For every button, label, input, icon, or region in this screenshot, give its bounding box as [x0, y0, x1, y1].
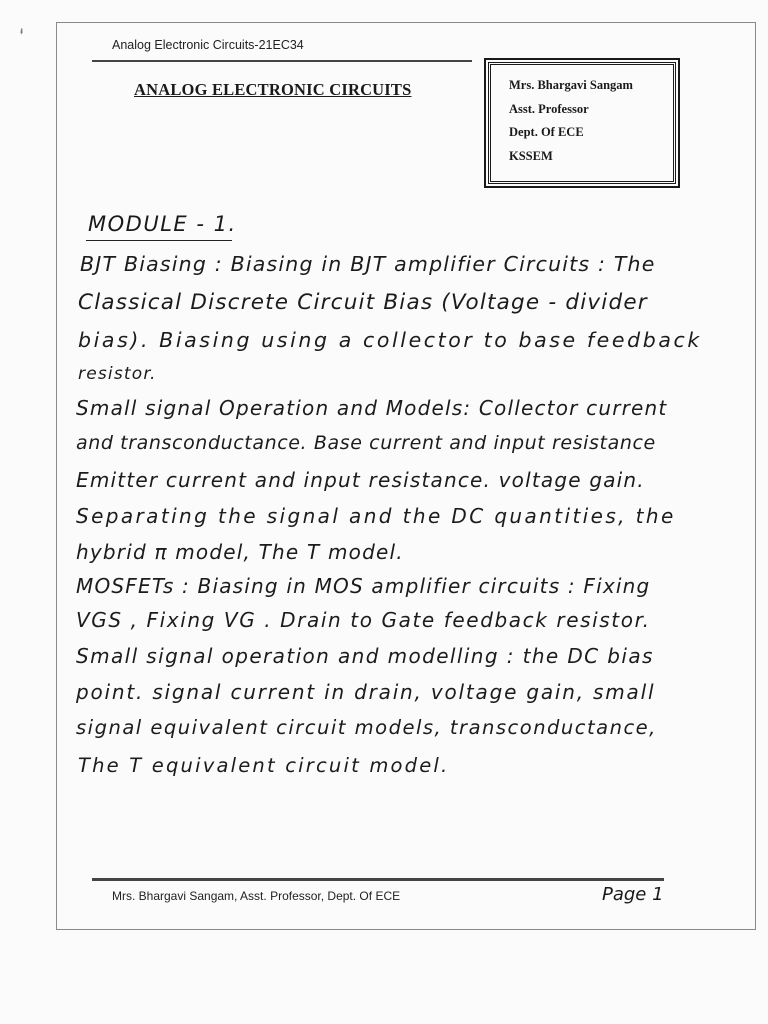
handwritten-line: and transconductance. Base current and input resistance: [76, 432, 656, 454]
scan-mark: ⸙: [16, 24, 27, 37]
document-title: ANALOG ELECTRONIC CIRCUITS: [134, 80, 412, 99]
module-heading-underline: [86, 240, 232, 241]
author-department: Dept. Of ECE: [509, 125, 584, 139]
author-institution: KSSEM: [509, 148, 553, 163]
author-position: Asst. Professor: [509, 101, 589, 116]
header-rule: [92, 60, 472, 62]
handwritten-line: VGS , Fixing VG . Drain to Gate feedback resistor.: [76, 608, 651, 632]
handwritten-line: Emitter current and input resistance. voltage gain.: [76, 468, 645, 492]
handwritten-line: Small signal operation and modelling : the DC bias: [76, 644, 654, 668]
footer-credit: Mrs. Bhargavi Sangam, Asst. Professor, Dept. Of ECE: [112, 889, 401, 903]
handwritten-line: point. signal current in drain, voltage gain, small: [76, 680, 656, 704]
handwritten-line: bias). Biasing using a collector to base feedback: [78, 328, 702, 352]
course-header: Analog Electronic Circuits-21EC34: [112, 38, 304, 52]
handwritten-line: BJT Biasing : Biasing in BJT amplifier Circuits : The: [80, 252, 656, 276]
footer-rule: [92, 878, 664, 881]
handwritten-line: hybrid π model, The T model.: [76, 540, 404, 564]
handwritten-line: resistor.: [78, 364, 157, 384]
author-info-box: [488, 62, 676, 184]
handwritten-line: Small signal Operation and Models: Collector current: [76, 396, 668, 420]
page-number: Page 1: [602, 884, 664, 905]
handwritten-line: MOSFETs : Biasing in MOS amplifier circuits : Fixing: [76, 574, 651, 598]
author-name: Mrs. Bhargavi Sangam: [509, 78, 633, 92]
handwritten-line: The T equivalent circuit model.: [78, 754, 450, 777]
handwritten-line: signal equivalent circuit models, transconductance,: [76, 716, 657, 739]
module-heading: MODULE - 1.: [88, 212, 237, 236]
handwritten-line: Separating the signal and the DC quantities, the: [76, 504, 676, 528]
handwritten-line: Classical Discrete Circuit Bias (Voltage - divider: [78, 290, 648, 315]
